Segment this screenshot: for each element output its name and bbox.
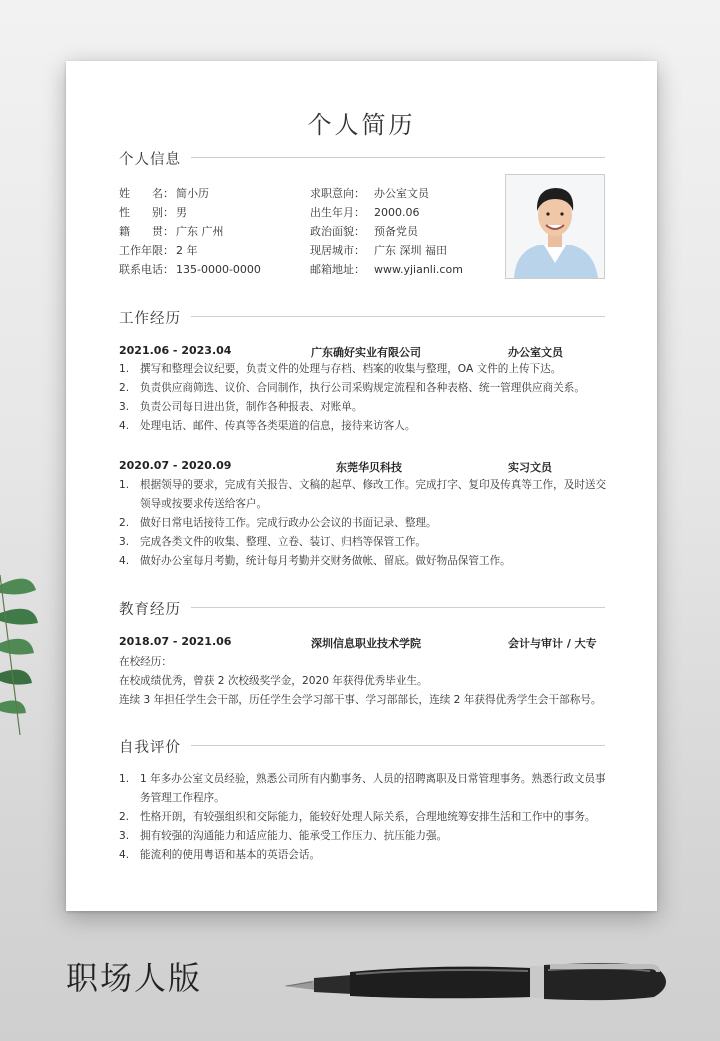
- edition-caption: 职场人版: [66, 959, 203, 997]
- section-divider: [191, 157, 605, 158]
- info-row-name: [119, 184, 261, 203]
- section-heading: 个人信息: [119, 148, 191, 169]
- avatar-icon: [506, 175, 604, 278]
- list-item: [119, 770, 609, 808]
- job-header: [119, 344, 605, 361]
- job-period: 2021.06 - 2023.04: [119, 344, 232, 357]
- info-label: 求职意向：: [310, 187, 365, 200]
- list-text: 完成各类文件的收集、整理、立卷、装订、归档等保管工作。: [140, 536, 427, 548]
- list-text: 拥有较强的沟通能力和适应能力、能承受工作压力、抗压能力强。: [140, 830, 448, 842]
- education-header: [119, 635, 605, 652]
- list-text: 处理电话、邮件、传真等各类渠道的信息，接待来访客人。: [140, 420, 416, 432]
- info-value: 广东 广州: [176, 225, 224, 238]
- info-label: 性 别：: [119, 206, 174, 219]
- list-number: 4.: [119, 555, 130, 567]
- list-number: 4.: [119, 420, 130, 432]
- section-divider: [191, 607, 605, 608]
- list-item: [119, 808, 609, 827]
- info-left-column: [119, 184, 261, 279]
- info-value: 2000.06: [374, 206, 420, 219]
- list-item: [119, 360, 609, 379]
- self-evaluation-list: [119, 770, 609, 865]
- list-item: [119, 476, 609, 514]
- list-number: 1.: [119, 773, 130, 785]
- info-row-birth: [310, 203, 463, 222]
- list-number: 3.: [119, 536, 130, 548]
- info-row-gender: [119, 203, 261, 222]
- education-line: 在校经历：: [119, 656, 172, 668]
- info-label: 籍 贯：: [119, 225, 174, 238]
- info-row-objective: [310, 184, 463, 203]
- info-value: 男: [176, 206, 187, 219]
- section-work: [119, 307, 605, 327]
- section-heading: 自我评价: [119, 736, 191, 757]
- list-item: [119, 417, 609, 436]
- info-label: 现居城市：: [310, 244, 365, 257]
- job-role: 实习文员: [508, 461, 552, 474]
- education-details: [119, 653, 609, 710]
- education-period: 2018.07 - 2021.06: [119, 635, 232, 648]
- job-period: 2020.07 - 2020.09: [119, 459, 232, 472]
- list-item: [119, 533, 609, 552]
- info-row-political: [310, 222, 463, 241]
- info-row-phone: [119, 260, 261, 279]
- info-value: 预备党员: [374, 225, 418, 238]
- section-divider: [191, 745, 605, 746]
- section-heading: 工作经历: [119, 307, 191, 328]
- section-self-evaluation: [119, 736, 605, 756]
- list-item: [119, 552, 609, 571]
- list-item: [119, 846, 609, 865]
- info-value: 办公室文员: [374, 187, 429, 200]
- info-row-experience: [119, 241, 261, 260]
- info-label: 邮箱地址：: [310, 263, 365, 276]
- list-text: 能流利的使用粤语和基本的英语会话。: [140, 849, 321, 861]
- list-number: 2.: [119, 811, 130, 823]
- section-personal-info: [119, 148, 605, 168]
- list-text: 做好办公室每月考勤，统计每月考勤并交财务做帐、留底。做好物品保管工作。: [140, 555, 511, 567]
- info-right-column: [310, 184, 463, 279]
- leaf-decoration-icon: [0, 565, 40, 735]
- info-row-city: [310, 241, 463, 260]
- list-text: 负责供应商筛选、议价、合同制作，执行公司采购规定流程和各种表格、统一管理供应商关系。: [140, 382, 585, 394]
- info-row-email: [310, 260, 463, 279]
- list-text: 负责公司每日进出货，制作各种报表、对账单。: [140, 401, 363, 413]
- list-text: 做好日常电话接待工作。完成行政办公会议的书面记录、整理。: [140, 517, 437, 529]
- info-label: 出生年月：: [310, 206, 365, 219]
- job-company: 广东确好实业有限公司: [311, 346, 421, 359]
- list-item: [119, 827, 609, 846]
- list-number: 1.: [119, 363, 130, 375]
- education-line: 在校成绩优秀，曾获 2 次校级奖学金，2020 年获得优秀毕业生。: [119, 675, 428, 687]
- list-text: 性格开朗，有较强组织和交际能力，能较好处理人际关系，合理地统筹安排生活和工作中的事务。: [140, 811, 596, 823]
- list-text: 1 年多办公室文员经验，熟悉公司所有内勤事务、人员的招聘离职及日常管理事务。熟悉行政文员事务管理工作程序。: [140, 773, 606, 804]
- info-value: 2 年: [176, 244, 198, 257]
- section-divider: [191, 316, 605, 317]
- list-number: 4.: [119, 849, 130, 861]
- section-education: [119, 598, 605, 618]
- info-row-hometown: [119, 222, 261, 241]
- list-text: 撰写和整理会议纪要，负责文件的处理与存档、档案的收集与整理，OA 文件的上传下达。: [140, 363, 562, 375]
- job-duties-list: [119, 360, 609, 436]
- info-value: 135-0000-0000: [176, 263, 261, 276]
- info-label: 政治面貌：: [310, 225, 365, 238]
- education-school: 深圳信息职业技术学院: [311, 637, 421, 650]
- list-item: [119, 514, 609, 533]
- job-duties-list: [119, 476, 609, 571]
- job-role: 办公室文员: [508, 346, 563, 359]
- info-value: 广东 深圳 福田: [374, 244, 447, 257]
- resume-paper: [66, 61, 657, 911]
- resume-title: 个人简历: [307, 111, 416, 139]
- list-number: 2.: [119, 382, 130, 394]
- education-line: 连续 3 年担任学生会干部，历任学生会学习部干事、学习部部长，连续 2 年获得优秀学生会干部称号。: [119, 694, 602, 706]
- list-number: 3.: [119, 401, 130, 413]
- list-number: 2.: [119, 517, 130, 529]
- job-company: 东莞华贝科技: [336, 461, 402, 474]
- info-value: 简小历: [176, 187, 209, 200]
- list-number: 3.: [119, 830, 130, 842]
- section-heading: 教育经历: [119, 598, 191, 619]
- list-text: 根据领导的要求，完成有关报告、文稿的起草、修改工作。完成打字、复印及传真等工作，及时送交领导或按要求传送给客户。: [140, 479, 607, 510]
- info-value: www.yjianli.com: [374, 263, 463, 276]
- list-number: 1.: [119, 479, 130, 491]
- education-major: 会计与审计 / 大专: [508, 637, 597, 650]
- job-header: [119, 459, 605, 476]
- info-label: 姓 名：: [119, 187, 174, 200]
- fountain-pen-icon: [282, 942, 672, 1012]
- info-label: 联系电话：: [119, 263, 174, 276]
- info-label: 工作年限：: [119, 244, 174, 257]
- profile-photo: [505, 174, 605, 279]
- list-item: [119, 379, 609, 398]
- list-item: [119, 398, 609, 417]
